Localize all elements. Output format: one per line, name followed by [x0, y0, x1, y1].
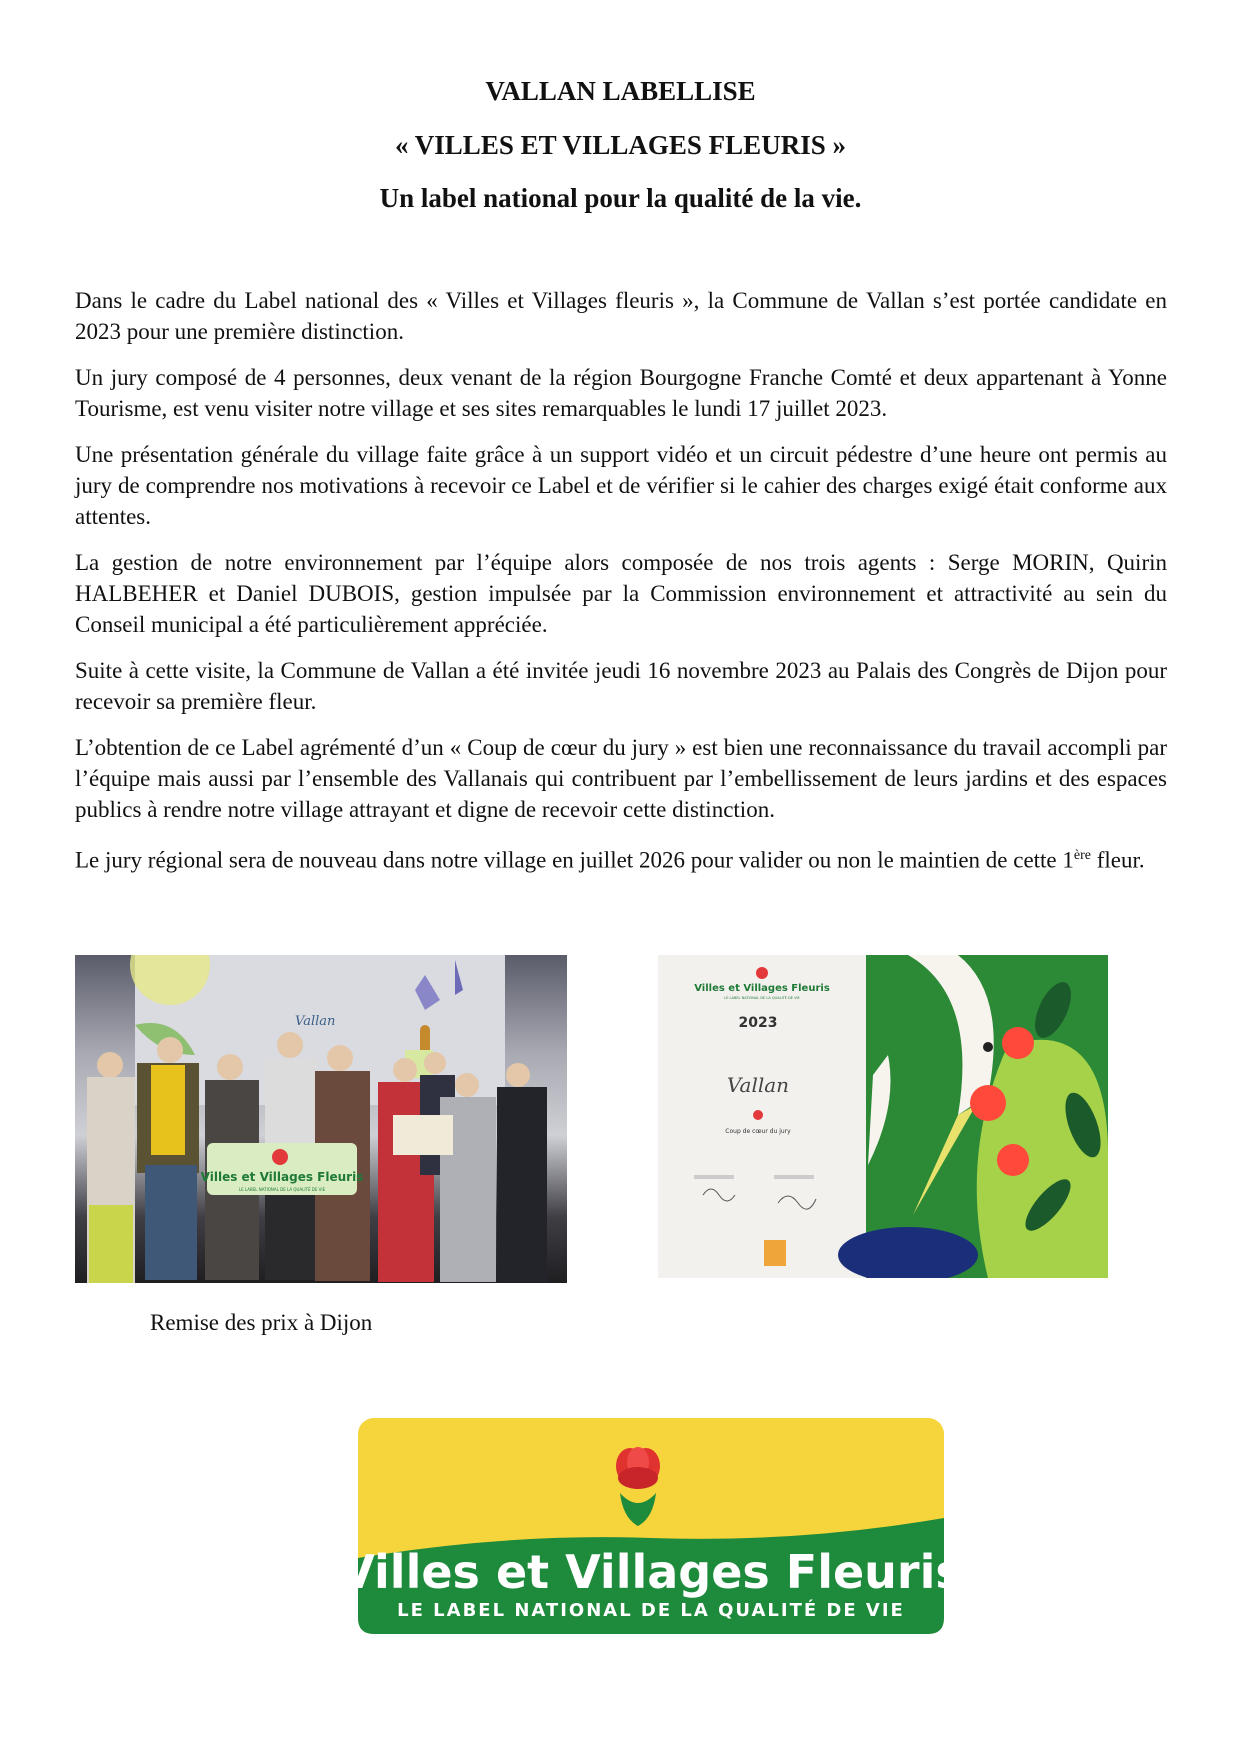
certificate-award: Coup de cœur du jury: [725, 1128, 791, 1135]
logo-title: Villes et Villages Fleuris: [358, 1545, 944, 1599]
paragraph-last-end: fleur.: [1091, 847, 1145, 873]
paragraph: Une présentation générale du village faite grâce à un support vidéo et un circuit pédestre d’une heure ont permis au jury de comprendre nos motivations à recevoir ce Label et de vérifier si le cahier des charges exigé était conforme aux attentes.: [75, 442, 1167, 529]
article-body: [75, 285, 1167, 891]
photo-caption: Remise des prix à Dijon: [150, 1310, 373, 1335]
logo-subtitle: LE LABEL NATIONAL DE LA QUALITÉ DE VIE: [397, 1600, 905, 1621]
title-line-2: « VILLES ET VILLAGES FLEURIS »: [395, 130, 846, 160]
paragraph: Suite à cette visite, la Commune de Vallan a été invitée jeudi 16 novembre 2023 au Palais des Congrès de Dijon pour recevoir sa première fleur.: [75, 658, 1167, 714]
paragraph: Dans le cadre du Label national des « Villes et Villages fleuris », la Commune de Vallan s’est portée candidate en 2023 pour une première distinction.: [75, 288, 1167, 344]
certificate-in-hands: [393, 1115, 453, 1155]
certificate-year: 2023: [738, 1015, 778, 1031]
subtitle: Un label national pour la qualité de la vie.: [379, 183, 862, 213]
banner-subtitle: LE LABEL NATIONAL DE LA QUALITÉ DE VIE: [238, 1187, 326, 1192]
certificate-brand-sub: LE LABEL NATIONAL DE LA QUALITÉ DE VIE: [724, 996, 800, 1000]
title-line-1: VALLAN LABELLISE: [485, 76, 756, 106]
certificate-photo: [658, 955, 1108, 1278]
certificate-brand: Villes et Villages Fleuris: [694, 983, 830, 994]
paragraph: Un jury composé de 4 personnes, deux venant de la région Bourgogne Franche Comté et deux appartenant à Yonne Tourisme, est venu visiter notre village et ses sites remarquables le lundi 17 juillet 2023.: [75, 365, 1167, 421]
screen-text: Vallan: [295, 1014, 336, 1029]
paragraph: La gestion de notre environnement par l’équipe alors composée de nos trois agents : Serge MORIN, Quirin HALBEHER et Daniel DUBOIS, gestion impulsée par la Commission environnement et attractivité au sein du Conseil municipal a été particulièrement appréciée.: [75, 550, 1167, 637]
paragraph: L’obtention de ce Label agrémenté d’un « Coup de cœur du jury » est bien une reconnaissance du travail accompli par l’équipe mais aussi par l’ensemble des Vallanais qui contribuent par l’embellissement de leurs jardins et des espaces publics à rendre notre village attrayant et digne de recevoir cette distinction.: [75, 735, 1167, 822]
ordinal-superscript: ère: [1073, 848, 1091, 863]
banner-title: Villes et Villages Fleuris: [200, 1170, 364, 1184]
green-banner: [201, 1143, 364, 1195]
paragraph-last-text: Le jury régional sera de nouveau dans notre village en juillet 2026 pour valider ou non le maintien de cette 1: [75, 847, 1074, 873]
certificate-commune: Vallan: [726, 1073, 790, 1097]
paragraph-last: [75, 840, 1167, 876]
vvf-logo: [358, 1418, 944, 1634]
ceremony-photo: [75, 955, 567, 1283]
